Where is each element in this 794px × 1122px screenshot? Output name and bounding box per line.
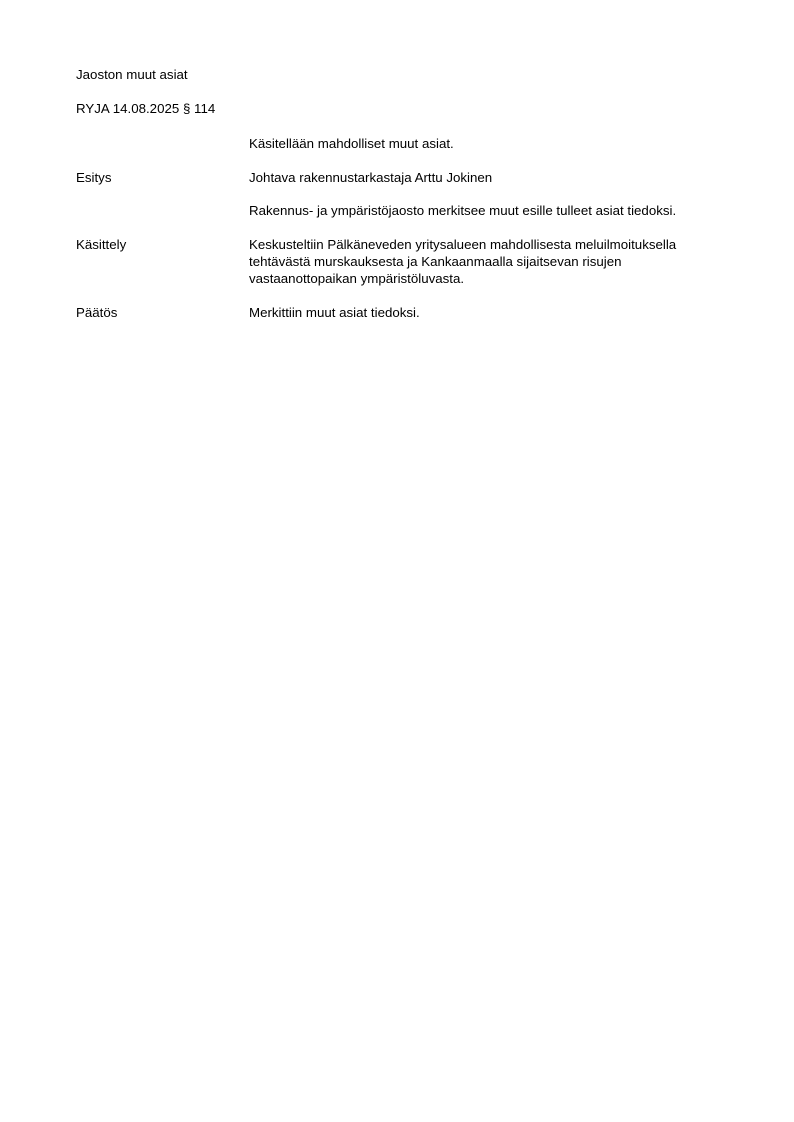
esitys-presenter: Johtava rakennustarkastaja Arttu Jokinen <box>249 170 493 185</box>
kasittely-label: Käsittely <box>76 237 127 252</box>
esitys-label: Esitys <box>76 170 112 185</box>
kasittely-text <box>249 236 729 287</box>
intro-text: Käsitellään mahdolliset muut asiat. <box>249 136 454 151</box>
kasittely-line: Keskusteltiin Pälkäneveden yritysalueen mahdollisesta meluilmoituksella <box>249 237 677 252</box>
paatos-label: Päätös <box>76 305 118 320</box>
meeting-reference: RYJA 14.08.2025 § 114 <box>76 101 216 116</box>
esitys-proposal: Rakennus- ja ympäristöjaosto merkitsee muut esille tulleet asiat tiedoksi. <box>249 203 677 218</box>
paatos-text: Merkittiin muut asiat tiedoksi. <box>249 305 420 320</box>
kasittely-line: vastaanottopaikan ympäristöluvasta. <box>249 271 465 286</box>
kasittely-line: tehtävästä murskauksesta ja Kankaanmaalla sijaitsevan risujen <box>249 254 622 269</box>
section-title: Jaoston muut asiat <box>76 67 188 82</box>
